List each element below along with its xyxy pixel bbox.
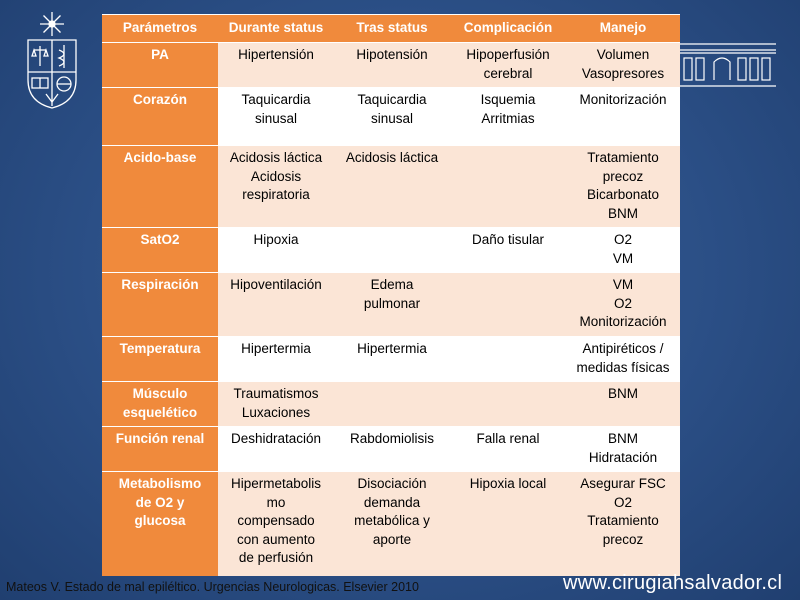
table-row [102, 337, 680, 382]
parameter-cell [102, 228, 218, 273]
cell-text: Antipiréticos / [582, 341, 664, 356]
parameter-label: Respiración [121, 277, 199, 292]
cell-text: con aumento [236, 531, 316, 547]
cell-text: cerebral [483, 65, 533, 81]
cell-text: Hipoventilación [230, 277, 322, 292]
cell-text: Edema [370, 277, 414, 292]
cell-text: compensado [237, 513, 315, 528]
cell-text: Hipoxia [253, 232, 299, 247]
cell-text: Arritmias [481, 110, 535, 126]
tras-status-cell [334, 382, 450, 427]
complicacion-cell [450, 337, 566, 382]
cell-text: Hidratación [588, 449, 658, 465]
cell-text: de perfusión [238, 550, 314, 565]
table-row [102, 427, 680, 472]
manejo-cell [566, 228, 680, 273]
cell-text: BNM [608, 205, 638, 221]
cell-text: Isquemia [480, 92, 536, 107]
parameter-cell [102, 337, 218, 382]
header-parametros: Parámetros [102, 15, 218, 43]
status-epilepticus-table [102, 14, 680, 576]
cell-text: Acidosis láctica [229, 150, 323, 165]
tras-status-cell [334, 427, 450, 472]
parameter-label: Músculo [132, 386, 188, 401]
parameter-label: de O2 y [135, 494, 185, 510]
cell-text: Monitorización [579, 314, 667, 329]
complicacion-cell [450, 472, 566, 576]
durante-status-cell [218, 273, 334, 337]
durante-status-cell [218, 43, 334, 88]
cell-text: Taquicardia [357, 92, 427, 107]
cell-text: BNM [608, 386, 638, 401]
complicacion-cell [450, 427, 566, 472]
cell-text: Volumen [596, 47, 650, 62]
complicacion-cell [450, 382, 566, 427]
cell-text: Vasopresores [581, 65, 665, 81]
cell-text: respiratoria [242, 187, 310, 202]
citation-text: Mateos V. Estado de mal epiléltico. Urgencias Neurologicas. Elsevier 2010 [6, 580, 419, 594]
cell-text: Asegurar FSC [580, 476, 666, 491]
cell-text: sinusal [370, 110, 414, 126]
cell-text: Luxaciones [241, 404, 311, 420]
cell-text: O2 [613, 232, 632, 247]
header-complicacion: Complicación [450, 15, 566, 43]
parameter-cell [102, 427, 218, 472]
parameter-label: Corazón [133, 92, 187, 107]
cell-text: aporte [372, 531, 412, 547]
cell-text: Monitorización [579, 92, 667, 107]
tras-status-cell [334, 146, 450, 228]
cell-text: Hipoperfusión [466, 47, 550, 62]
cell-text: Bicarbonato [586, 187, 660, 202]
cell-text: demanda [363, 494, 421, 510]
parameter-cell [102, 472, 218, 576]
complicacion-cell [450, 228, 566, 273]
manejo-cell [566, 337, 680, 382]
complicacion-cell [450, 146, 566, 228]
durante-status-cell [218, 382, 334, 427]
cell-text: Hipotensión [356, 47, 428, 62]
cell-text: mo [266, 494, 286, 510]
building-facade-icon [680, 42, 776, 88]
complicacion-cell [450, 43, 566, 88]
parameter-label: Temperatura [119, 341, 201, 356]
manejo-cell [566, 382, 680, 427]
cell-text: Falla renal [476, 431, 540, 446]
durante-status-cell [218, 88, 334, 146]
table-row [102, 43, 680, 88]
manejo-cell [566, 472, 680, 576]
cell-text: pulmonar [363, 295, 421, 311]
comparison-table-container [102, 14, 680, 572]
complicacion-cell [450, 88, 566, 146]
parameter-label: glucosa [134, 513, 186, 528]
tras-status-cell [334, 472, 450, 576]
cell-text: Taquicardia [241, 92, 311, 107]
durante-status-cell [218, 228, 334, 273]
cell-text: VM [612, 277, 634, 292]
cell-text: O2 [613, 494, 632, 510]
parameter-cell [102, 43, 218, 88]
cell-text: Hipoxia local [469, 476, 547, 491]
cell-text: Rabdomiolisis [349, 431, 435, 446]
durante-status-cell [218, 146, 334, 228]
manejo-cell [566, 427, 680, 472]
cell-text: Acidosis láctica [345, 150, 439, 165]
table-row [102, 273, 680, 337]
cell-text: Hipermetabolis [230, 476, 322, 491]
table-header-row [102, 15, 680, 43]
parameter-cell [102, 382, 218, 427]
website-url: www.cirugiahsalvador.cl [563, 572, 783, 594]
tras-status-cell [334, 337, 450, 382]
cell-text: Tratamiento [587, 150, 659, 165]
cell-text: Daño tisular [471, 232, 545, 247]
parameter-label: Metabolismo [118, 476, 202, 491]
cell-text: O2 [613, 295, 632, 311]
parameter-label: Función renal [115, 431, 205, 446]
parameter-cell [102, 273, 218, 337]
table-row [102, 472, 680, 576]
cell-text: Hipertermia [241, 341, 311, 356]
parameter-label: esquelético [122, 404, 198, 420]
complicacion-cell [450, 273, 566, 337]
cell-text: medidas físicas [576, 359, 670, 375]
cell-text: Deshidratación [230, 431, 322, 446]
parameter-label: Acido-base [123, 150, 197, 165]
cell-text: metabólica y [354, 513, 430, 528]
durante-status-cell [218, 337, 334, 382]
durante-status-cell [218, 427, 334, 472]
tras-status-cell [334, 228, 450, 273]
header-tras-status: Tras status [334, 15, 450, 43]
table-row [102, 88, 680, 146]
table-row [102, 228, 680, 273]
parameter-cell [102, 88, 218, 146]
table-row [102, 146, 680, 228]
cell-text: Tratamiento [587, 513, 659, 528]
parameter-label: SatO2 [140, 232, 180, 247]
cell-text: precoz [602, 168, 644, 184]
cell-text: Traumatismos [233, 386, 319, 401]
header-durante-status: Durante status [218, 15, 334, 43]
parameter-label: PA [151, 47, 169, 62]
tras-status-cell [334, 273, 450, 337]
tras-status-cell [334, 88, 450, 146]
cell-text: Hipertermia [357, 341, 427, 356]
manejo-cell [566, 88, 680, 146]
parameter-cell [102, 146, 218, 228]
cell-text: BNM [608, 431, 638, 446]
header-manejo: Manejo [566, 15, 680, 43]
cell-text: Acidosis [250, 168, 302, 184]
cell-text: Hipertensión [238, 47, 314, 62]
university-crest-icon [22, 10, 82, 110]
cell-text: Disociación [357, 476, 427, 491]
durante-status-cell [218, 472, 334, 576]
manejo-cell [566, 146, 680, 228]
cell-text: precoz [602, 531, 644, 547]
manejo-cell [566, 273, 680, 337]
manejo-cell [566, 43, 680, 88]
cell-text: sinusal [254, 110, 298, 126]
tras-status-cell [334, 43, 450, 88]
cell-text: VM [612, 250, 634, 266]
table-row [102, 382, 680, 427]
